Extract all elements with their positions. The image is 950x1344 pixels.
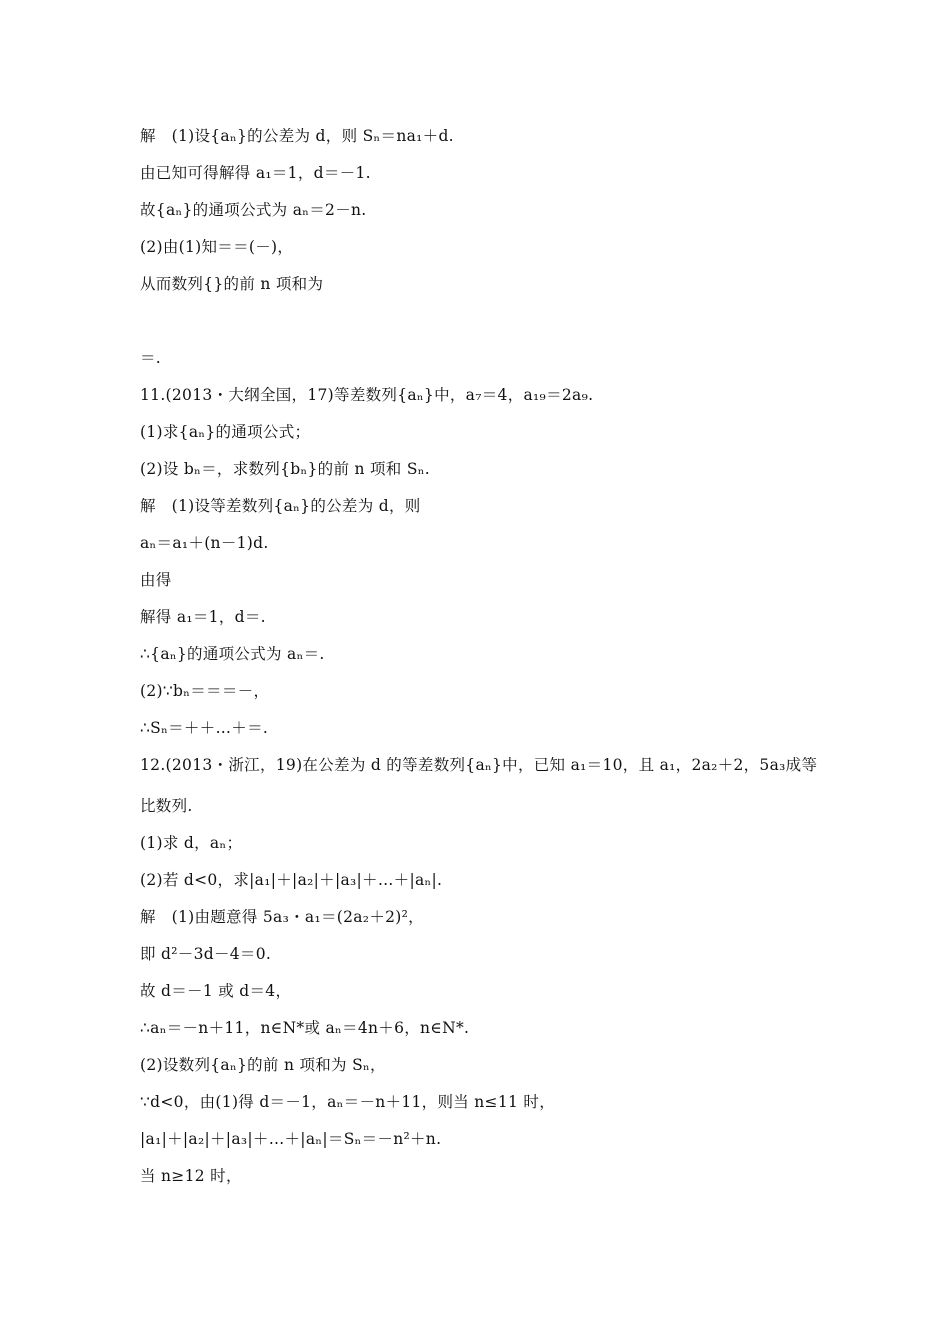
text-line: 故 d＝－1 或 d＝4， xyxy=(140,982,292,1000)
text-line: ∴Sₙ＝＋＋…＋＝. xyxy=(140,719,269,737)
text-line: 由已知可得解得 a₁＝1，d＝－1. xyxy=(140,164,371,182)
text-line: ∵d<0，由(1)得 d＝－1，aₙ＝－n＋11，则当 n≤11 时， xyxy=(140,1093,555,1111)
text-line: ∴{aₙ}的通项公式为 aₙ＝. xyxy=(140,645,325,663)
text-line: 即 d²－3d－4＝0. xyxy=(140,945,272,963)
text-line: 解 (1)由题意得 5a₃・a₁＝(2a₂＋2)²， xyxy=(140,908,424,926)
text-line: (2)∵bₙ＝＝＝－， xyxy=(140,682,270,700)
text-line: 由得 xyxy=(140,571,172,589)
text-line: (1)求{aₙ}的通项公式； xyxy=(140,423,311,441)
text-line: ∴aₙ＝－n＋11，n∈N*或 aₙ＝4n＋6，n∈N*. xyxy=(140,1019,470,1037)
text-line: (2)设数列{aₙ}的前 n 项和为 Sₙ， xyxy=(140,1056,386,1074)
text-line: ＝. xyxy=(140,349,162,367)
text-line: |a₁|＋|a₂|＋|a₃|＋…＋|aₙ|＝Sₙ＝－n²＋n. xyxy=(140,1130,442,1148)
text-line: (2)由(1)知＝＝(－)， xyxy=(140,238,294,256)
problem-heading: 11.(2013・大纲全国，17)等差数列{aₙ}中，a₇＝4，a₁₉＝2a₉. xyxy=(140,386,594,404)
text-line: (2)若 d<0，求|a₁|＋|a₂|＋|a₃|＋…＋|aₙ|. xyxy=(140,871,443,889)
problem-heading: 12.(2013・浙江，19)在公差为 d 的等差数列{aₙ}中，已知 a₁＝10，且 a₁，2a₂＋2，5a₃成等 xyxy=(140,756,818,774)
text-line: (2)设 bₙ＝，求数列{bₙ}的前 n 项和 Sₙ. xyxy=(140,460,430,478)
text-line: 当 n≥12 时， xyxy=(140,1167,242,1185)
text-line: 解得 a₁＝1，d＝. xyxy=(140,608,266,626)
text-line: aₙ＝a₁＋(n－1)d. xyxy=(140,534,269,552)
text-line: (1)求 d，aₙ； xyxy=(140,834,243,852)
text-line: 解 (1)设{aₙ}的公差为 d，则 Sₙ＝na₁＋d. xyxy=(140,127,454,145)
text-line: 从而数列{}的前 n 项和为 xyxy=(140,275,324,293)
text-line: 比数列. xyxy=(140,797,193,815)
text-line: 故{aₙ}的通项公式为 aₙ＝2－n. xyxy=(140,201,367,219)
text-line: 解 (1)设等差数列{aₙ}的公差为 d，则 xyxy=(140,497,421,515)
